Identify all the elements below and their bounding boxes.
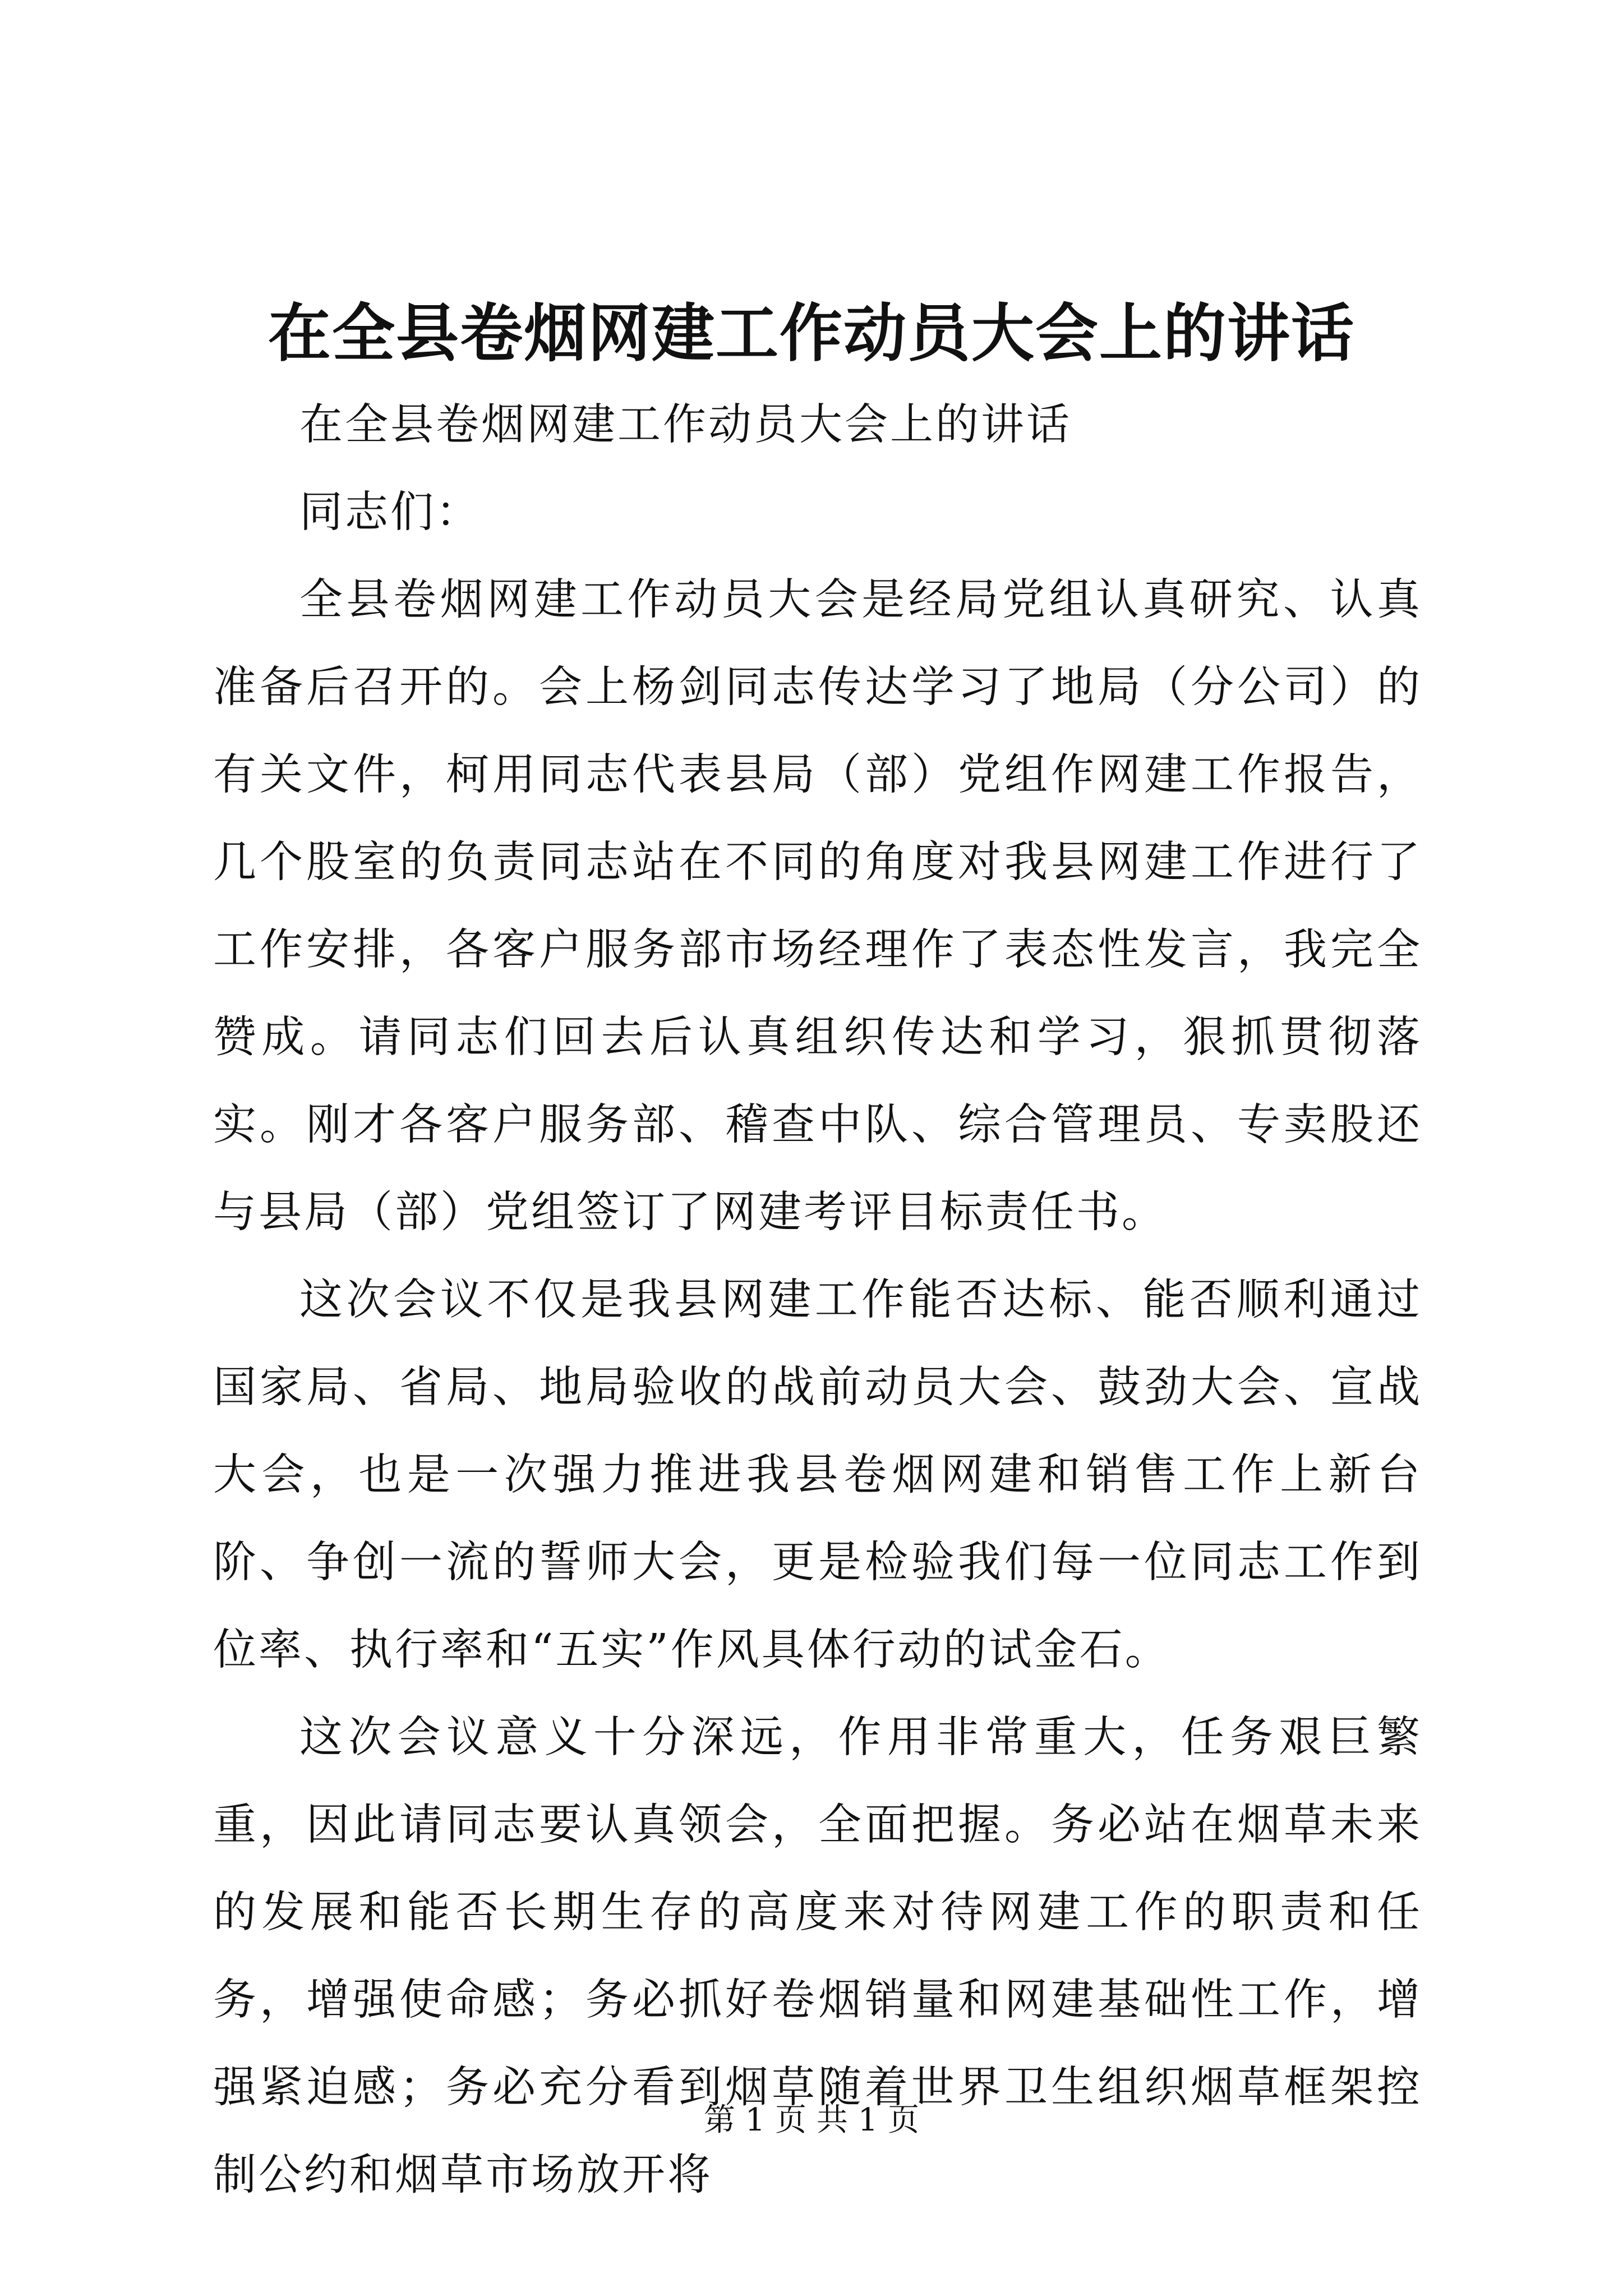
body-paragraph-3: 这次会议意义十分深远，作用非常重大，任务艰巨繁重，因此请同志要认真领会，全面把握。务必站在烟草未来的发展和能否长期生存的高度来对待网建工作的职责和任务，增强使命感；务必抓好卷烟销量和网建基础性工作，增强紧迫感；务必充分看到烟草随着世界卫生组织烟草框架控制公约和烟草市场放开将 (213, 1713, 1422, 2200)
document-body (213, 381, 1422, 2219)
document-title: 在全县卷烟网建工作动员大会上的讲话 (268, 297, 1355, 370)
subtitle-paragraph: 在全县卷烟网建工作动员大会上的讲话 (299, 400, 1072, 450)
body-paragraph-2: 这次会议不仅是我县网建工作能否达标、能否顺利通过国家局、省局、地局验收的战前动员大会、鼓劲大会、宣战大会，也是一次强力推进我县卷烟网建和销售工作上新台阶、争创一流的誓师大会，更是检验我们每一位同志工作到位率、执行率和“五实”作风具体行动的试金石。 (213, 1275, 1422, 1675)
salutation-paragraph: 同志们： (299, 487, 481, 537)
page-number-footer: 第 1 页 共 1 页 (703, 2102, 920, 2138)
body-paragraph-1: 全县卷烟网建工作动员大会是经局党组认真研究、认真准备后召开的。会上杨剑同志传达学习了地局（分公司）的有关文件，柯用同志代表县局（部）党组作网建工作报告，几个股室的负责同志站在不同的角度对我县网建工作进行了工作安排，各客户服务部市场经理作了表态性发言，我完全赞成。请同志们回去后认真组织传达和学习，狠抓贯彻落实。刚才各客户服务部、稽查中队、综合管理员、专卖股还与县局（部）党组签订了网建考评目标责任书。 (213, 575, 1422, 1237)
